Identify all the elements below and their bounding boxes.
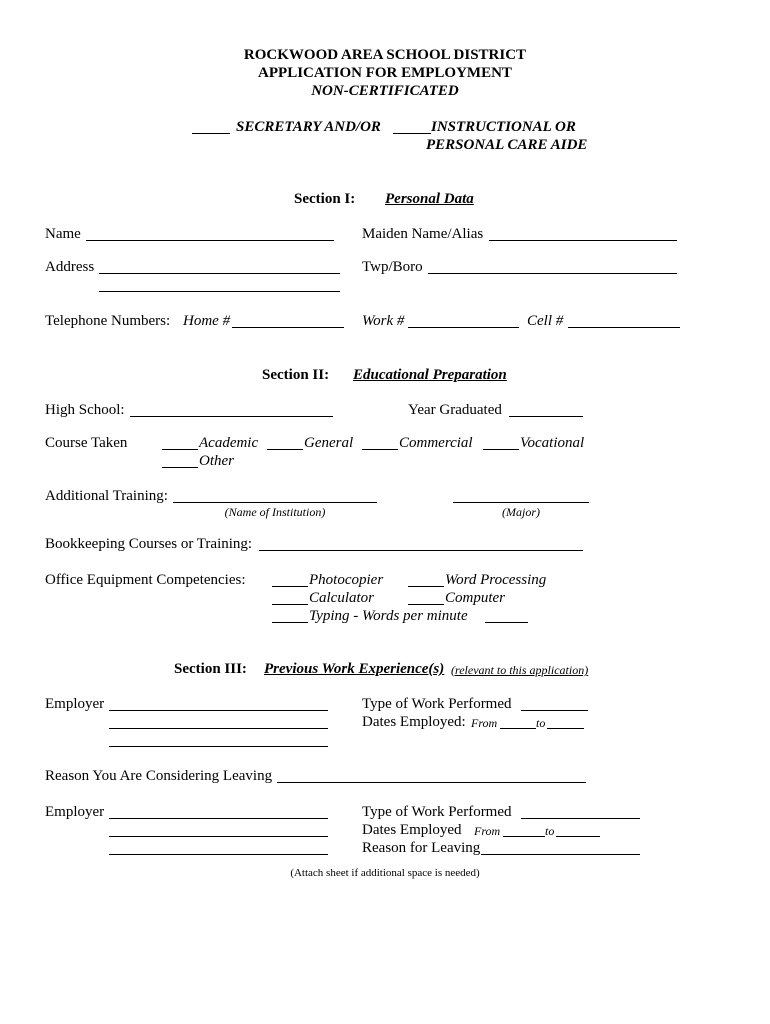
section2-label: Section II: [262, 367, 330, 383]
dates-employed-label-1: Dates Employed: [362, 714, 466, 730]
district-name: ROCKWOOD AREA SCHOOL DISTRICT [243, 47, 527, 63]
institution-field[interactable] [173, 502, 377, 503]
commercial-checkbox-line[interactable] [362, 449, 398, 450]
major-caption: (Major) [502, 505, 540, 519]
word-processing-option: Word Processing [445, 572, 547, 588]
from-field-1[interactable] [500, 728, 536, 729]
other-option: Other [199, 453, 234, 469]
position-secretary: SECRETARY AND/OR [236, 119, 381, 135]
address-label: Address [45, 259, 95, 275]
name-field[interactable] [86, 240, 334, 241]
twp-boro-label: Twp/Boro [362, 259, 423, 275]
type-of-work-label-1: Type of Work Performed [362, 696, 512, 712]
institution-caption: (Name of Institution) [224, 505, 326, 519]
academic-checkbox-line[interactable] [162, 449, 198, 450]
employer-field-1b[interactable] [109, 728, 328, 729]
address-field-2[interactable] [99, 291, 340, 292]
type-of-work-label-2: Type of Work Performed [362, 804, 512, 820]
cell-phone-field[interactable] [568, 327, 680, 328]
home-phone-field[interactable] [232, 327, 344, 328]
to-label-2: to [545, 824, 555, 838]
course-taken-label: Course Taken [45, 435, 128, 451]
word-processing-checkbox-line[interactable] [408, 586, 444, 587]
words-per-minute-field[interactable] [485, 622, 528, 623]
aide-checkbox-line[interactable] [393, 133, 431, 134]
employer-field-2b[interactable] [109, 836, 328, 837]
position-aide-line2: PERSONAL CARE AIDE [426, 137, 588, 153]
work-phone-field[interactable] [408, 327, 519, 328]
high-school-field[interactable] [130, 416, 333, 417]
name-label: Name [45, 226, 81, 242]
commercial-option: Commercial [399, 435, 473, 451]
employer-field-2a[interactable] [109, 818, 328, 819]
relevance-note: (relevant to this application) [451, 663, 589, 677]
academic-option: Academic [199, 435, 259, 451]
dates-employed-label-2: Dates Employed [362, 822, 462, 838]
from-label-2: From [474, 824, 501, 838]
year-graduated-label: Year Graduated [408, 402, 502, 418]
bookkeeping-label: Bookkeeping Courses or Training: [45, 536, 253, 552]
typing-option: Typing - Words per minute [309, 608, 468, 624]
position-aide-line1: INSTRUCTIONAL OR [431, 119, 576, 135]
cell-phone-label: Cell # [527, 313, 564, 329]
secretary-checkbox-line[interactable] [192, 133, 230, 134]
address-field-1[interactable] [99, 273, 340, 274]
to-label-1: to [536, 716, 546, 730]
section1-label: Section I: [294, 191, 356, 207]
maiden-name-field[interactable] [489, 240, 677, 241]
major-field[interactable] [453, 502, 589, 503]
type-of-work-field-2[interactable] [521, 818, 640, 819]
section2-title: Educational Preparation [353, 367, 507, 383]
general-option: General [304, 435, 354, 451]
year-graduated-field[interactable] [509, 416, 583, 417]
employer-label-1: Employer [45, 696, 105, 712]
typing-checkbox-line[interactable] [272, 622, 308, 623]
photocopier-option: Photocopier [309, 572, 384, 588]
reason-for-leaving-label: Reason for Leaving [362, 840, 481, 856]
to-field-2[interactable] [556, 836, 600, 837]
maiden-name-label: Maiden Name/Alias [362, 226, 484, 242]
other-checkbox-line[interactable] [162, 467, 198, 468]
employer-field-1c[interactable] [109, 746, 328, 747]
form-title: APPLICATION FOR EMPLOYMENT [258, 65, 512, 81]
type-of-work-field-1[interactable] [521, 710, 588, 711]
attach-note: (Attach sheet if additional space is needed) [290, 867, 480, 879]
reason-leaving-question-label: Reason You Are Considering Leaving [45, 768, 273, 784]
reason-leaving-question-field[interactable] [277, 782, 586, 783]
from-field-2[interactable] [503, 836, 545, 837]
vocational-checkbox-line[interactable] [483, 449, 519, 450]
employer-field-1a[interactable] [109, 710, 328, 711]
reason-for-leaving-field[interactable] [481, 854, 640, 855]
high-school-label: High School: [45, 402, 125, 418]
additional-training-label: Additional Training: [45, 488, 168, 504]
section3-title: Previous Work Experience(s) [264, 661, 445, 677]
calculator-option: Calculator [309, 590, 375, 606]
home-phone-label: Home # [183, 313, 231, 329]
from-label-1: From [471, 716, 498, 730]
calculator-checkbox-line[interactable] [272, 604, 308, 605]
vocational-option: Vocational [520, 435, 585, 451]
computer-checkbox-line[interactable] [408, 604, 444, 605]
employer-field-2c[interactable] [109, 854, 328, 855]
employer-label-2: Employer [45, 804, 105, 820]
work-phone-label: Work # [362, 313, 405, 329]
computer-option: Computer [445, 590, 505, 606]
form-subtitle: NON-CERTIFICATED [311, 83, 459, 99]
twp-boro-field[interactable] [428, 273, 677, 274]
photocopier-checkbox-line[interactable] [272, 586, 308, 587]
general-checkbox-line[interactable] [267, 449, 303, 450]
office-equipment-label: Office Equipment Competencies: [45, 572, 246, 588]
bookkeeping-field[interactable] [259, 550, 583, 551]
section1-title: Personal Data [385, 191, 474, 207]
section3-label: Section III: [174, 661, 247, 677]
telephone-label: Telephone Numbers: [45, 313, 171, 329]
to-field-1[interactable] [547, 728, 584, 729]
